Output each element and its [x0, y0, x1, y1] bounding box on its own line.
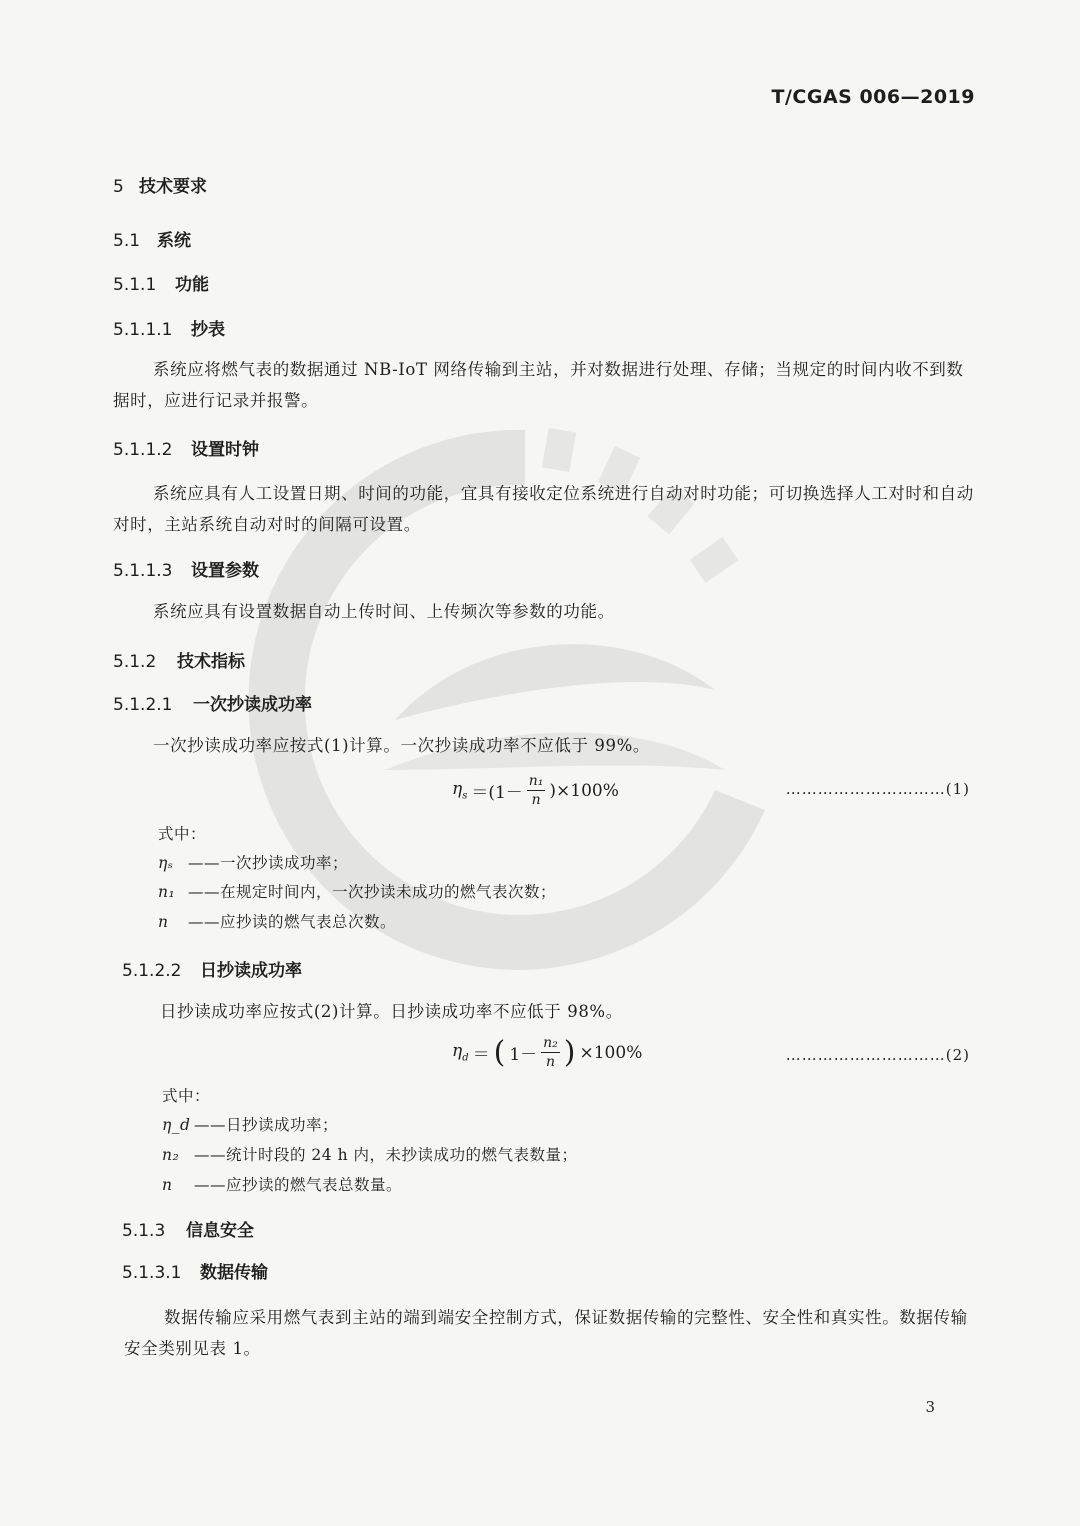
heading-5-1-3-1: [122, 1258, 268, 1283]
heading-title: 抄表: [191, 320, 225, 340]
heading-number: 5.1.1.2: [113, 440, 173, 460]
variable-symbol: ηₛ: [158, 854, 174, 872]
variable-definition: [158, 880, 556, 902]
variable-description: ——一次抄读成功率；: [188, 854, 349, 872]
paragraph-parameter-setting: 系统应具有设置数据自动上传时间、上传频次等参数的功能。: [153, 602, 615, 621]
heading-5: [113, 172, 207, 197]
heading-5-1-1: [113, 270, 209, 295]
heading-title: 信息安全: [186, 1221, 254, 1241]
heading-number: 5.1.1: [113, 275, 157, 295]
heading-5-1-2-1: [113, 690, 312, 715]
heading-title: 一次抄读成功率: [193, 695, 312, 715]
heading-title: 设置时钟: [191, 440, 259, 460]
equation-number-2: …………………………(2): [785, 1046, 970, 1064]
heading-title: 功能: [175, 275, 209, 295]
formula-fraction: [527, 774, 546, 807]
where-label: 式中：: [158, 825, 207, 843]
heading-number: 5.1.2.2: [122, 961, 182, 981]
variable-definition: [162, 1113, 338, 1135]
paragraph-data-transmission: 数据传输应采用燃气表到主站的端到端安全控制方式，保证数据传输的完整性、安全性和真实性。数据传输安全类别见表 1。: [124, 1308, 968, 1358]
heading-5-1-2: [113, 647, 245, 672]
heading-number: 5.1.3: [122, 1221, 166, 1241]
heading-number: 5.1.1.3: [113, 561, 173, 581]
heading-title: 设置参数: [191, 561, 259, 581]
variable-definition: [162, 1173, 402, 1195]
formula-paren-open: (: [493, 1034, 506, 1070]
heading-title: 技术指标: [177, 652, 245, 672]
variable-description: ——应抄读的燃气表总次数。: [188, 913, 397, 931]
formula-rhs: ×100%: [579, 1042, 643, 1063]
variable-definition: [162, 1143, 578, 1165]
variable-definition: [158, 851, 348, 873]
variable-description: ——日抄读成功率；: [194, 1116, 339, 1134]
variable-description: ——在规定时间内，一次抄读未成功的燃气表次数；: [188, 883, 557, 901]
paragraph-first-read-rate: 一次抄读成功率应按式(1)计算。一次抄读成功率不应低于 99%。: [153, 736, 650, 755]
paragraph-daily-read-rate: 日抄读成功率应按式(2)计算。日抄读成功率不应低于 98%。: [160, 1002, 623, 1021]
fraction-denominator: n: [531, 792, 541, 808]
heading-title: 日抄读成功率: [200, 961, 302, 981]
variable-description: ——统计时段的 24 h 内，未抄读成功的燃气表数量；: [194, 1146, 578, 1164]
heading-5-1: [113, 226, 191, 251]
variable-symbol: n: [162, 1176, 173, 1194]
heading-number: 5.1.3.1: [122, 1263, 182, 1283]
heading-5-1-2-2: [122, 956, 302, 981]
variable-definition: [158, 910, 396, 932]
paragraph-clock-setting: 系统应具有人工设置日期、时间的功能，宜具有接收定位系统进行自动对时功能；可切换选择人工对时和自动对时，主站系统自动对时的间隔可设置。: [113, 484, 974, 534]
formula-1: [452, 774, 619, 807]
fraction-numerator: n₂: [543, 1035, 558, 1051]
heading-number: 5.1.2: [113, 652, 157, 672]
fraction-numerator: n₁: [528, 773, 544, 789]
heading-number: 5.1.1.1: [113, 320, 173, 340]
formula-fraction: [541, 1036, 560, 1069]
page-number: 3: [925, 1398, 935, 1416]
variable-description: ——应抄读的燃气表总数量。: [194, 1176, 403, 1194]
heading-title: 技术要求: [139, 177, 207, 197]
heading-5-1-1-2: [113, 435, 259, 460]
formula-lhs: $\eta_d$: [452, 1041, 469, 1064]
heading-title: 系统: [157, 231, 191, 251]
formula-rhs: )×100%: [549, 780, 619, 801]
paragraph-meter-reading: 系统应将燃气表的数据通过 NB-IoT 网络传输到主站，并对数据进行处理、存储；当规定的时间内收不到数据时，应进行记录并报警。: [113, 360, 964, 410]
variable-symbol: n: [158, 913, 169, 931]
heading-number: 5: [113, 177, 124, 197]
variable-symbol: η_d: [162, 1116, 191, 1134]
formula-operator: ＝(1－: [471, 783, 523, 803]
where-label: 式中：: [162, 1087, 211, 1105]
variable-symbol: n₂: [162, 1146, 180, 1164]
heading-number: 5.1.2.1: [113, 695, 173, 715]
heading-5-1-3: [122, 1216, 254, 1241]
heading-title: 数据传输: [200, 1263, 268, 1283]
standard-code: T/CGAS 006—2019: [771, 86, 975, 108]
formula-lhs: $\eta_s$: [452, 779, 468, 802]
formula-2: [452, 1036, 642, 1069]
formula-operator: ＝: [472, 1045, 490, 1065]
heading-5-1-1-1: [113, 315, 225, 340]
equation-number-1: …………………………(1): [785, 780, 970, 798]
variable-symbol: n₁: [158, 883, 176, 901]
fraction-denominator: n: [545, 1054, 555, 1070]
formula-one-minus: 1－: [509, 1045, 538, 1065]
formula-paren-close: ): [563, 1034, 576, 1070]
heading-5-1-1-3: [113, 556, 259, 581]
heading-number: 5.1: [113, 231, 141, 251]
